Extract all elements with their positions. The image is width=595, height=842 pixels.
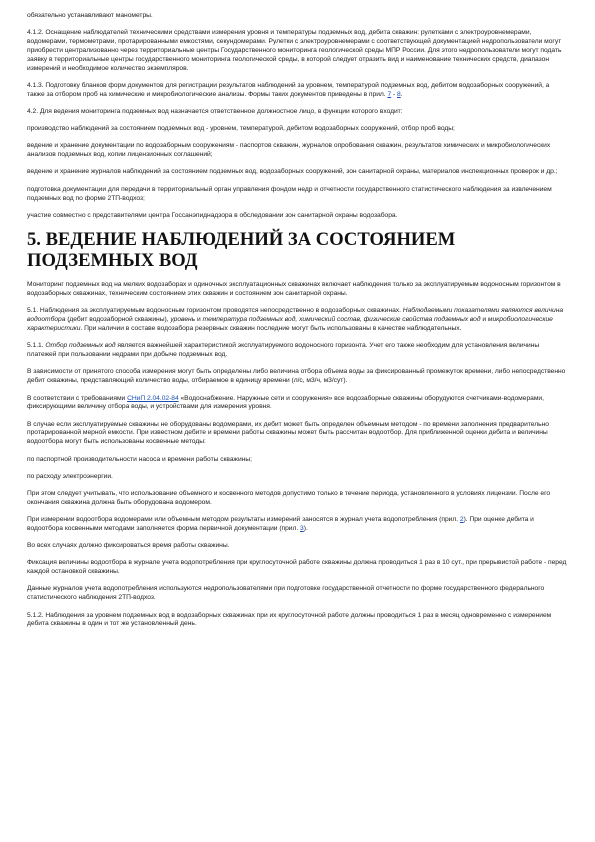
paragraph-5-1-1-part: является важнейшей характеристикой эксплуатируемого водоносного горизонта. Учет его также необходим для установления величины платежей при пользовании недрами при добыче подземных вод. <box>27 342 540 359</box>
duty-documentation: ведение и хранение документации по водозаборным сооружениям - паспортов скважин, журналов опробования скважин, результатов химических и микробиологических анализов подземных вод, копии лицензионных соглашений; <box>27 142 551 159</box>
paragraph-manometers: обязательно устанавливают манометры. <box>27 12 153 19</box>
duty-observations: производство наблюдений за состоянием подземных вод - уровнем, температурой, дебитом водозаборных сооружений, отбор проб воды; <box>27 125 455 133</box>
paragraph-operating-time: Во всех случаях должно фиксироваться время работы скважины. <box>27 542 230 550</box>
paragraph-4-2: 4.2. Для ведения мониторинга подземных вод назначается ответственное должностное лицо, в функции которого входит: <box>27 107 403 115</box>
paragraph-recording-part: ). <box>303 524 308 532</box>
paragraph-4-1-3-text: 4.1.3. Подготовку бланков форм документов для регистрации результатов наблюдений за уровнем, температурой подземных вод, дебитом водозаборных сооружений, а также за отбором проб на химические и микробиологические анализы. Формы таких документов приведены в прил. <box>27 81 550 98</box>
paragraph-recording-part: ). При оценке дебита и водоотбора косвенными методами заполняется форма первичной документации (прил. <box>27 516 534 532</box>
paragraph-4-1-3 <box>27 82 568 100</box>
paragraph-snip <box>27 395 568 413</box>
duty-reporting: подготовка документации для передачи в территориальный орган управления фондом недр и отчетности государственного статистического наблюдения за извлечением подземных вод по форме 2ТП-водхоз; <box>27 185 552 202</box>
paragraph-5-1-part: и <box>480 316 488 324</box>
paragraph-journal-data: Данные журналов учета водопотребления используются недропользователями при подготовке государственной отчетности по форме государственного федерального статистического наблюдения 2ТП-водхоз. <box>27 585 545 602</box>
paragraph-5-1-part: 5.1. Наблюдения за эксплуатируемым водоносным горизонтом проводятся непосредственно в водозаборных скважинах. <box>27 307 403 315</box>
duty-journals: ведение и хранение журналов наблюдений за состоянием подземных вод, водозаборных сооружений, зон санитарной охраны, материалов инспекционных проверок и др.; <box>27 168 558 176</box>
emphasis-microbiology: микробиологические характеристики <box>27 316 553 333</box>
emphasis-temperature: температура подземных вод, химический состав, физические свойства подземных вод <box>202 316 481 324</box>
paragraph-5-1-1 <box>27 342 568 360</box>
paragraph-recording <box>27 516 568 534</box>
paragraph-recording-part: При измерении водоотбора водомерами или объемным методом результаты измерений заносятся в журнал учета водопотребления (прил. <box>27 516 460 524</box>
emphasis-level: уровень <box>170 316 196 324</box>
paragraph-5-1-part: (дебит водозаборной скважины), <box>65 316 171 324</box>
paragraph-4-1-3-end: . <box>400 90 403 98</box>
method-pump-capacity: по паспортной производительности насоса и времени работы скважины; <box>27 455 252 463</box>
paragraph-5-1 <box>27 307 568 334</box>
emphasis-withdrawal: Наблюдаемыми показателями являются величина водоотбора <box>27 307 564 324</box>
paragraph-5-1-1-part: 5.1.1. <box>27 342 46 350</box>
paragraph-snip-part: «Водоснабжение. Наружные сети и сооружения» все водозаборные скважины оборудуются счетчиками-водомерами, фиксирующими величину отбора воды, и устройствами для измерения уровня. <box>27 394 544 411</box>
paragraph-4-1-2: 4.1.2. Оснащение наблюдателей техническими средствами измерения уровня и температуры подземных вод, дебита скважин: рулетками с электроуровнемерами, водомерами, термометрами, протарированными емкостями, секундомерами. Рулетки с электроуровнемерами с соответствующей документацией недропользователи могут приобрести централизованно через территориальные центры Государственного мониторинга геологической среды МПР России. Для этого недропользователи могут подать заявку в территориальные центры государственного мониторинга геологической среды, в которой следует отразить вид и наименование технических средств, диапазон измерений и необходимое количество экземпляров. <box>27 29 562 72</box>
appendix-2-link[interactable]: 2 <box>459 516 464 524</box>
appendix-7-link[interactable]: 7 <box>387 90 392 98</box>
paragraph-fixation-frequency: Фиксация величины водоотбора в журнале учета водопотребления при круглосуточной работе скважины должна проводиться 1 раз в 10 сут., при прерывистой работе - перед каждой остановкой скважины. <box>27 559 567 576</box>
duty-inspection: участие совместно с представителями центра Госсанэпиднадзора в обследовании зон санитарной охраны водозабора. <box>27 211 398 219</box>
paragraph-volumetric-method: В случае если эксплуатируемые скважины не оборудованы водомерами, их дебит может быть определен объемным методом - по времени заполнения предварительно протарированной мерной емкости. При известном дебите и времени работы скважины может быть рассчитан водоотбор. Для приближенной оценки дебита и величины водоотбора могут быть использованы косвенные методы: <box>27 420 549 446</box>
paragraph-5-1-part: . При наличии в составе водозабора резервных скважин последние могут быть использованы в качестве наблюдательных. <box>80 325 462 333</box>
appendix-8-link[interactable]: 8 <box>397 90 401 98</box>
emphasis-groundwater-withdrawal: Отбор подземных вод <box>45 342 116 350</box>
section-5-heading: 5. ВЕДЕНИЕ НАБЛЮДЕНИЙ ЗА СОСТОЯНИЕМ ПОДЗЕМНЫХ ВОД <box>27 229 456 272</box>
appendix-3-link[interactable]: 3 <box>300 524 304 532</box>
method-electricity: по расходу электроэнергии. <box>27 472 113 480</box>
paragraph-license-period: При этом следует учитывать, что использование объемного и косвенного методов допустимо только в течение периода, установленного в условиях лицензии. После его окончания скважина должна быть оборудована водомером. <box>27 490 551 506</box>
snip-link[interactable]: СНиП 2.04.02-84 <box>127 394 179 402</box>
paragraph-5-1-2: 5.1.2. Наблюдения за уровнем подземных вод в водозаборных скважинах при их круглосуточной работе должны проводиться 1 раз в месяц одновременно с измерением дебита скважины в один и тот же установленный день. <box>27 611 552 628</box>
paragraph-5-1-part: и <box>195 316 203 324</box>
paragraph-snip-part: В соответствии с требованиями <box>27 394 128 402</box>
paragraph-measurement-method: В зависимости от принятого способа измерения могут быть определены либо величина отбора объема воды за фиксированный промежуток времени, либо непосредственно дебит скважины, представляющий количество воды, отбираемое в единицу времени (л/с, м3/ч, м3/сут). <box>27 368 566 385</box>
paragraph-section-intro: Мониторинг подземных вод на мелких водозаборах и одиночных эксплуатационных скважинах включает наблюдения только за эксплуатируемым водоносным горизонтом в водозаборных скважинах, техническим состоянием этих скважин и состоянием зон санитарной охраны. <box>27 281 561 298</box>
appendix-range-separator: - <box>391 90 398 98</box>
